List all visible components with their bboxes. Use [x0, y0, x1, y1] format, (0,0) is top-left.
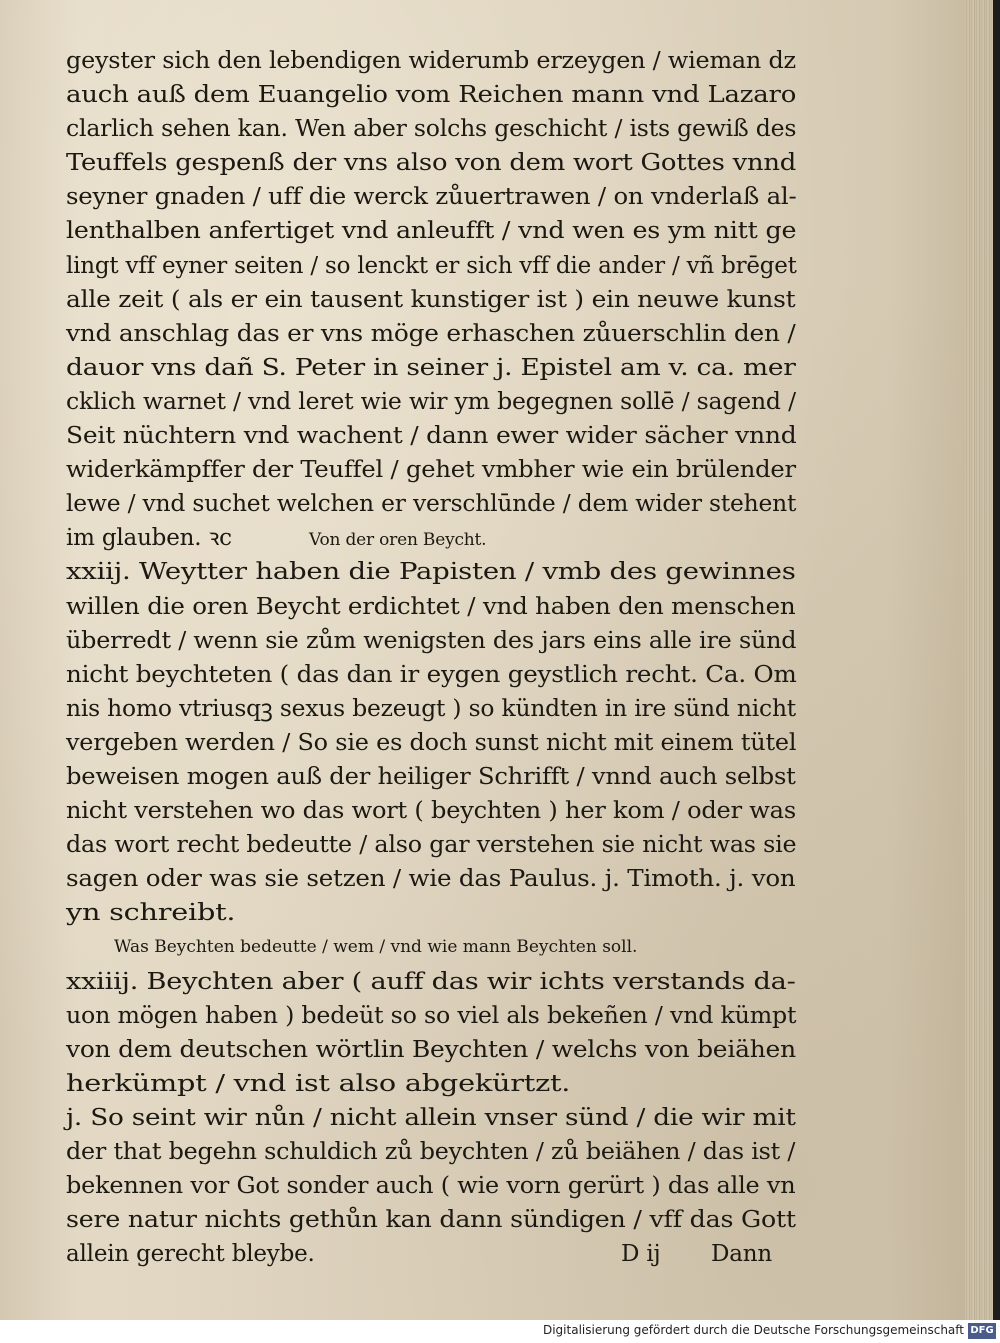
page-text: [66, 44, 796, 1271]
text-line: willen die oren Beycht erdichtet / vnd haben den menschen: [66, 593, 796, 620]
dfg-logo-icon: DFG: [968, 1323, 996, 1339]
footer-bar: [0, 1320, 1000, 1343]
text-line: Seit nüchtern vnd wachent / dann ewer wider sächer vnnd: [66, 423, 797, 450]
text-line: lewe / vnd suchet welchen er verschlūnde / dem wider stehent: [66, 491, 797, 518]
signature-mark: D ij: [621, 1241, 661, 1268]
text-line: lingt vff eyner seiten / so lenckt er sich vff die ander / vñ brēget: [66, 252, 797, 279]
text-line: vergeben werden / So sie es doch sunst nicht mit einem tütel: [66, 729, 797, 756]
text-line: beweisen mogen auß der heiliger Schrifft / vnnd auch selbst: [66, 763, 796, 790]
text-line-last: [66, 1237, 796, 1271]
text-line: bekennen vor Got sonder auch ( wie vorn gerürt ) das alle vn: [66, 1173, 796, 1200]
text-line: widerkämpffer der Teuffel / gehet vmbher wie ein brülender: [66, 457, 796, 484]
text-line: xxiij. Weytter haben die Papisten / vmb des gewinnes: [66, 559, 796, 586]
text-line: seyner gnaden / uff die werck zůuertrawen / on vnderlaß al-: [66, 184, 797, 211]
text-line: alle zeit ( als er ein tausent kunstiger ist ) ein neuwe kunst: [66, 286, 796, 313]
section-heading: Von der oren Beycht.: [308, 530, 487, 551]
text-line: von dem deutschen wörtlin Beychten / welchs von beiähen: [66, 1036, 796, 1063]
text-line: uon mögen haben ) bedeüt so so viel als bekeñen / vnd kümpt: [66, 1002, 797, 1029]
text-line: vnd anschlag das er vns möge erhaschen zůuerschlin den /: [66, 320, 796, 347]
text-line: lenthalben anfertiget vnd anleufft / vnd wen es ym nitt ge: [66, 218, 797, 245]
text-line: dauor vns dañ S. Peter in seiner j. Epistel am v. ca. mer: [66, 354, 796, 381]
section-heading: Was Beychten bedeutte / wem / vnd wie mann Beychten soll.: [114, 937, 638, 958]
text-line: geyster sich den lebendigen widerumb erzeygen / wieman dz: [66, 48, 796, 74]
text-line: j. So seint wir nůn / nicht allein vnser sünd / die wir mit: [66, 1104, 796, 1131]
text-line: yn schreibt.: [66, 900, 236, 927]
text-line-end: allein gerecht bleybe.: [66, 1241, 315, 1268]
text-line: sere natur nichts gethůn kan dann sündigen / vff das Gott: [66, 1207, 796, 1234]
text-line: nicht beychteten ( das dan ir eygen geystlich recht. Ca. Om: [66, 661, 797, 688]
text-line-end: im glauben. ꝛc: [66, 525, 232, 552]
text-line: xxiiij. Beychten aber ( auff das wir ichts verstands da-: [66, 968, 796, 995]
text-line: sagen oder was sie setzen / wie das Paulus. j. Timoth. j. von: [66, 866, 796, 893]
text-line: auch auß dem Euangelio vom Reichen mann vnd Lazaro: [66, 82, 797, 109]
funding-notice: Digitalisierung gefördert durch die Deutsche Forschungsgemeinschaft: [542, 1323, 964, 1337]
text-line: der that begehn schuldich zů beychten / zů beiähen / das ist /: [66, 1139, 796, 1165]
text-line: cklich warnet / vnd leret wie wir ym begegnen sollē / sagend /: [66, 388, 796, 415]
text-line: überredt / wenn sie zům wenigsten des jars eins alle ire sünd: [66, 627, 797, 654]
text-line-with-heading: [66, 521, 796, 555]
text-line: nicht verstehen wo das wort ( beychten ) her kom / oder was: [66, 798, 796, 825]
text-line: nis homo vtriusqꝫ sexus bezeugt ) so kündten in ire sünd nicht: [66, 695, 797, 722]
page-edge-shadow: [993, 0, 1000, 1320]
text-line: clarlich sehen kan. Wen aber solchs geschicht / ists gewiß des: [66, 116, 797, 143]
text-line: Teuffels gespenß der vns also von dem wort Gottes vnnd: [66, 150, 797, 177]
text-line: das wort recht bedeutte / also gar verstehen sie nicht was sie: [66, 832, 797, 859]
text-line: herkümpt / vnd ist also abgekürtzt.: [66, 1070, 571, 1097]
catchword: Dann: [711, 1241, 772, 1268]
